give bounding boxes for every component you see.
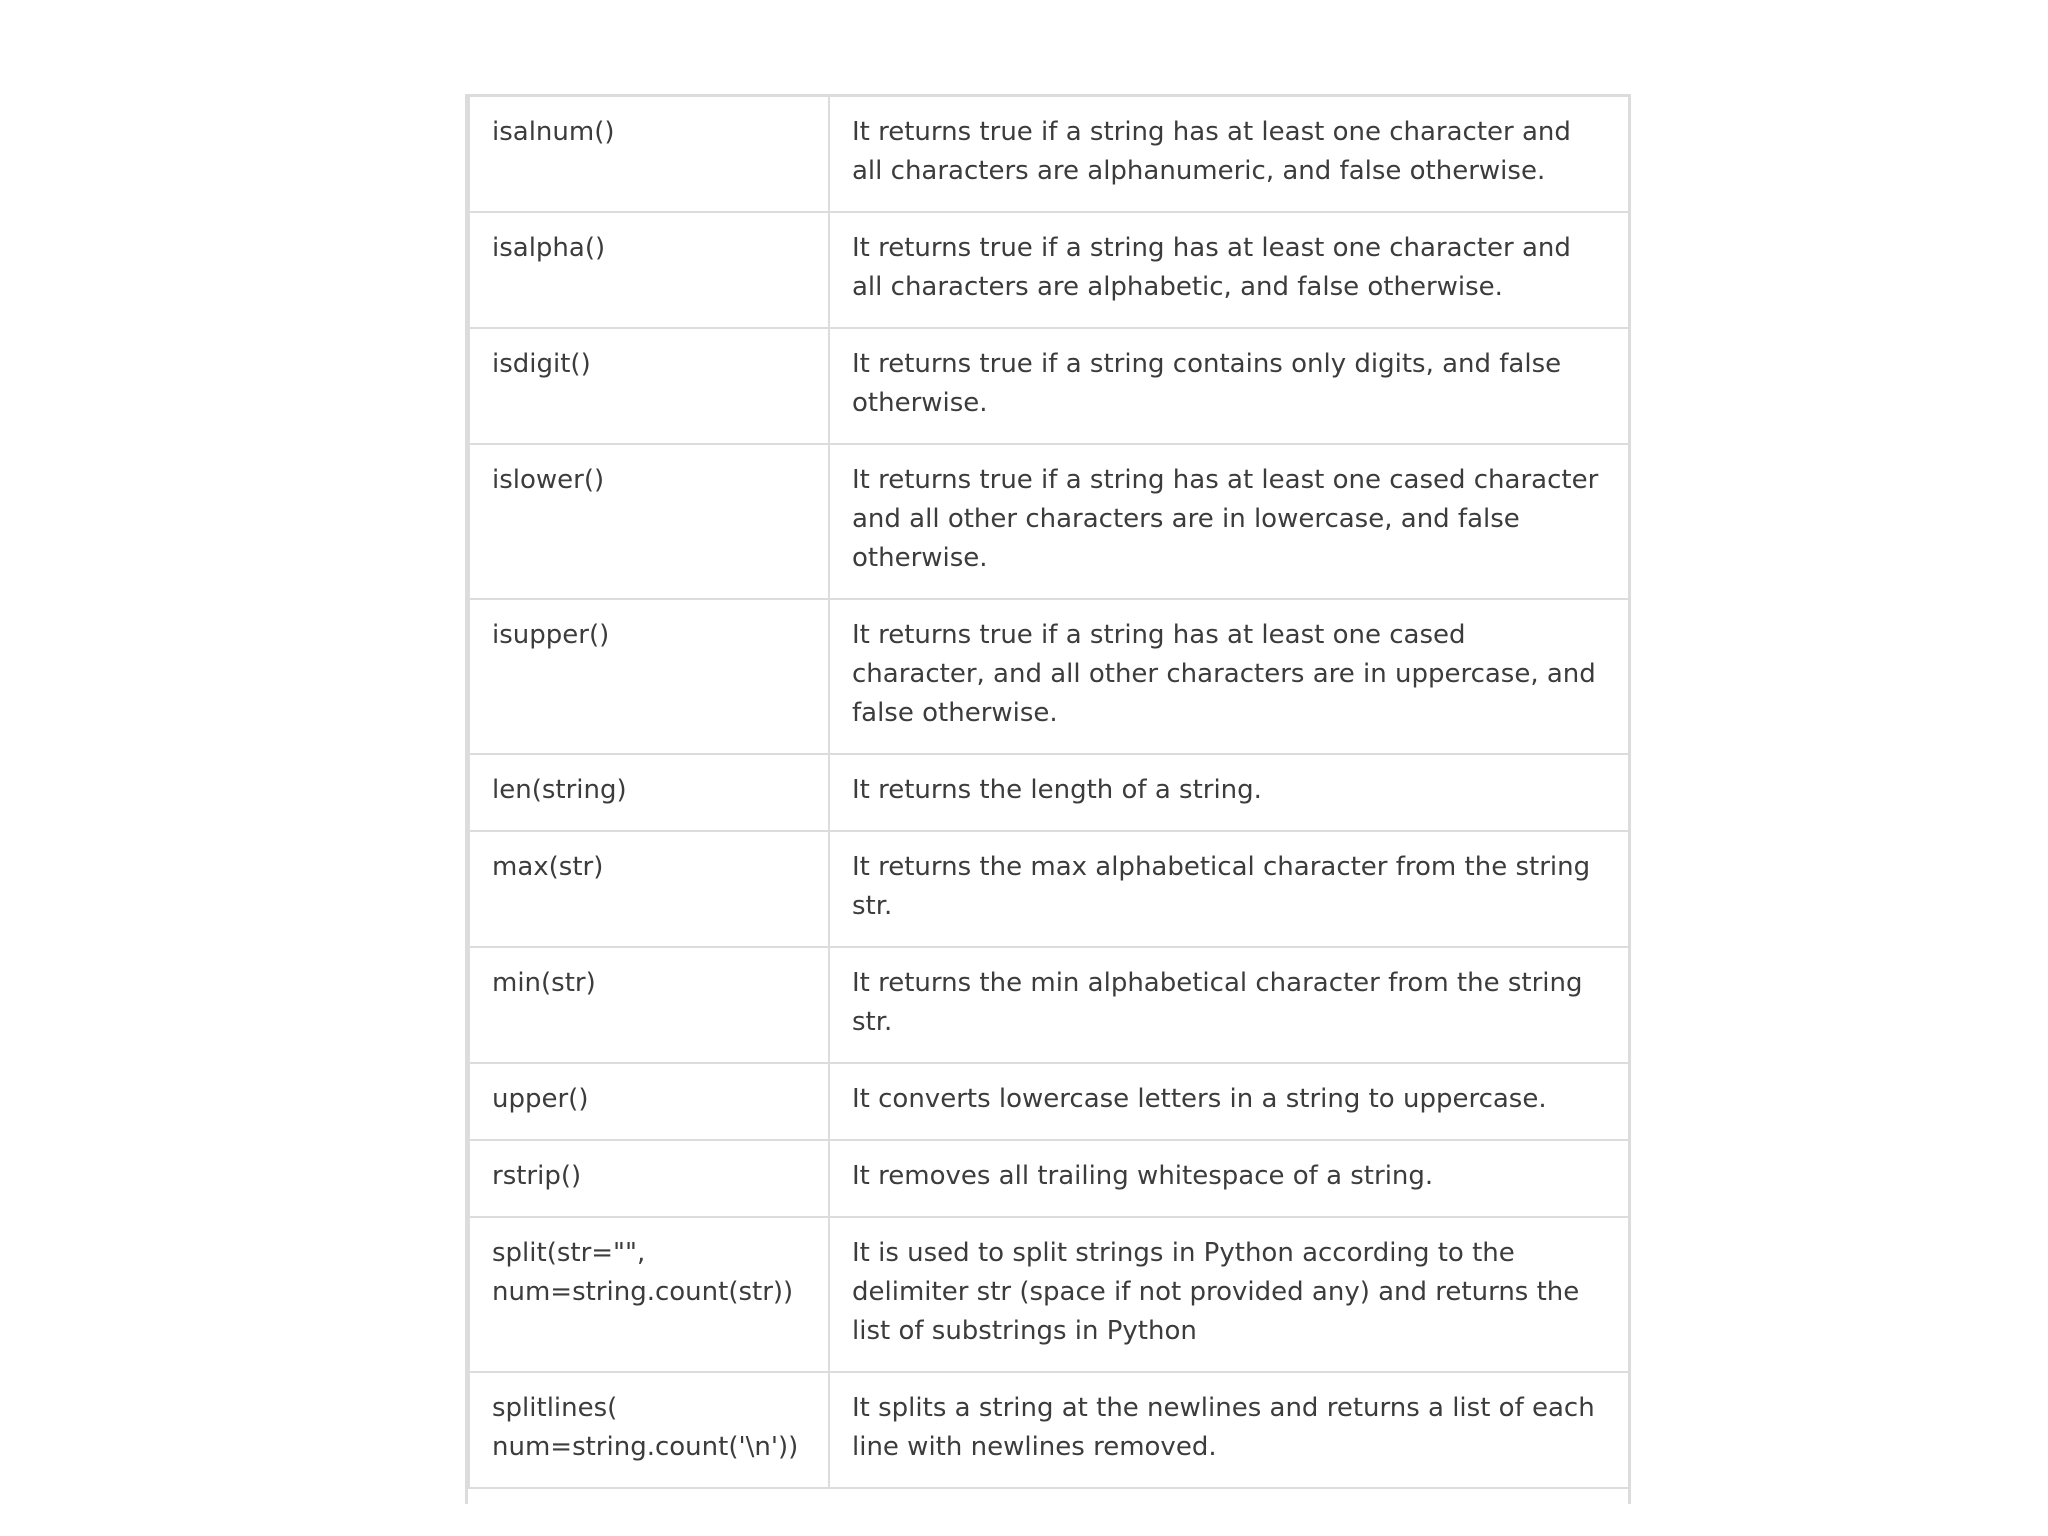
description-cell: It returns the max alphabetical character from the string str. (829, 831, 1629, 947)
description-cell: It converts lowercase letters in a string to uppercase. (829, 1063, 1629, 1140)
description-cell: It returns true if a string has at least one cased character, and all other characters are in uppercase, and false otherwise. (829, 599, 1629, 754)
table-row (469, 947, 1629, 1063)
table-row (469, 1217, 1629, 1372)
method-cell: isalpha() (469, 212, 829, 328)
method-cell: len(string) (469, 754, 829, 831)
description-cell: It returns the min alphabetical character from the string str. (829, 947, 1629, 1063)
method-cell: max(str) (469, 831, 829, 947)
method-cell: min(str) (469, 947, 829, 1063)
table-row (469, 1140, 1629, 1217)
description-cell: It removes all trailing whitespace of a string. (829, 1140, 1629, 1217)
description-cell: It is used to split strings in Python according to the delimiter str (space if not provided any) and returns the list of substrings in Python (829, 1217, 1629, 1372)
description-cell: It returns the length of a string. (829, 754, 1629, 831)
description-cell: It splits a string at the newlines and returns a list of each line with newlines removed. (829, 1372, 1629, 1488)
string-methods-table-container (465, 94, 1631, 1504)
method-cell: islower() (469, 444, 829, 599)
table-row (469, 96, 1629, 213)
table-row (469, 444, 1629, 599)
table-row (469, 831, 1629, 947)
table-row (469, 599, 1629, 754)
table-row (469, 212, 1629, 328)
method-cell: split(str="", num=string.count(str)) (469, 1217, 829, 1372)
method-cell: splitlines( num=string.count('\n')) (469, 1372, 829, 1488)
description-cell: It returns true if a string has at least one cased character and all other characters are in lowercase, and false otherwise. (829, 444, 1629, 599)
table-row (469, 754, 1629, 831)
method-cell: isalnum() (469, 96, 829, 213)
description-cell: It returns true if a string contains only digits, and false otherwise. (829, 328, 1629, 444)
description-cell: It returns true if a string has at least one character and all characters are alphabetic, and false otherwise. (829, 212, 1629, 328)
method-cell: upper() (469, 1063, 829, 1140)
table-row (469, 1372, 1629, 1488)
description-cell: It returns true if a string has at least one character and all characters are alphanumeric, and false otherwise. (829, 96, 1629, 213)
method-cell: isdigit() (469, 328, 829, 444)
string-methods-table (468, 94, 1630, 1489)
table-row (469, 328, 1629, 444)
method-cell: isupper() (469, 599, 829, 754)
table-row (469, 1063, 1629, 1140)
method-cell: rstrip() (469, 1140, 829, 1217)
